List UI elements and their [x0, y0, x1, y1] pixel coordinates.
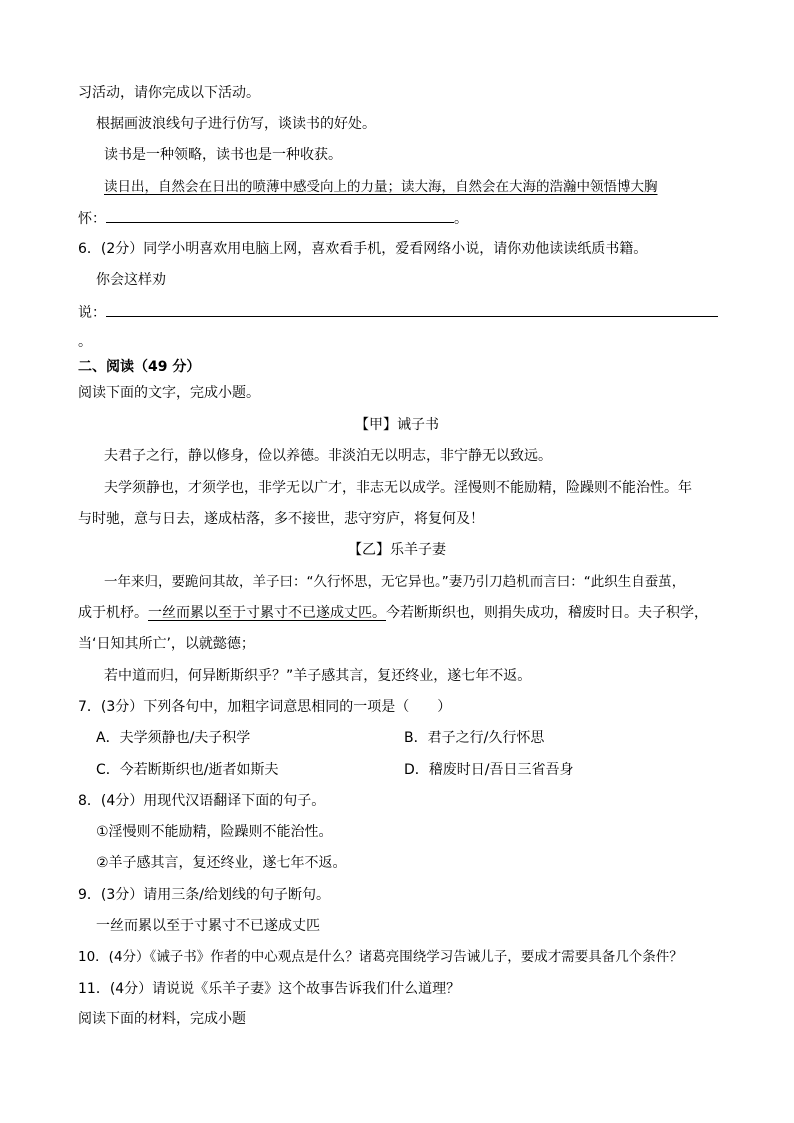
question-6-stem: 6．(2分）同学小明喜欢用电脑上网，喜欢看手机，爱看网络小说，请你劝他读读纸质书籍。 — [78, 241, 648, 257]
question-11-stem: 11．(4分）请说说《乐羊子妻》这个故事告诉我们什么道理？ — [78, 981, 461, 997]
question-7-stem: 7．(3分）下列各句中，加粗字词意思相同的一项是（ ） — [78, 699, 452, 715]
question-8-stem: 8．(4分）用现代汉语翻译下面的句子。 — [78, 793, 326, 809]
answer-prefix: 怀： — [78, 211, 106, 227]
question-6-intro: 你会这样劝 — [96, 272, 166, 288]
option-c[interactable]: C．今若断斯织也/逝者如斯夫 — [96, 762, 279, 778]
underlined-sentence: 一丝而累以至于寸累寸不已遂成丈匹。 — [148, 605, 386, 621]
answer-suffix: 。 — [454, 211, 468, 227]
answer-line-5 — [78, 208, 468, 228]
model-sentence: 读日出，自然会在日出的喷薄中感受向上的力量；读大海，自然会在大海的浩瀚中领悟博大胸 — [104, 179, 658, 195]
writing-prompt: 根据画波浪线句子进行仿写，谈读书的好处。 — [96, 116, 376, 132]
passage-jia-title: 【甲】诫子书 — [355, 417, 439, 433]
text-span: 今若断斯织也，则捐失成功，稽废时日。夫子积学， — [386, 605, 708, 621]
option-b[interactable]: B．君子之行/久行怀思 — [404, 730, 545, 746]
text-line: 习活动，请你完成以下活动。 — [78, 85, 260, 101]
passage-yi-p1b — [78, 604, 708, 622]
answer-blank[interactable] — [106, 208, 454, 223]
passage-jia-p1: 夫君子之行，静以修身，俭以养德。非淡泊无以明志，非宁静无以致远。 — [104, 448, 552, 464]
section-heading: 二、阅读（49 分） — [78, 359, 201, 375]
example-sentence: 读书是一种领略，读书也是一种收获。 — [104, 147, 342, 163]
option-a[interactable]: A．夫学须静也/夫子积学 — [96, 730, 251, 746]
question-8-sentence-1: ①淫慢则不能励精，险躁则不能治性。 — [96, 824, 333, 840]
passage-jia-p2a: 夫学须静也，才须学也，非学无以广才，非志无以成学。淫慢则不能励精，险躁则不能治性。年 — [104, 480, 692, 496]
option-d[interactable]: D．稽废时日/吾日三省吾身 — [404, 762, 574, 778]
passage-yi-p1a: 一年来归，要跪问其故，羊子曰：“久行怀思，无它异也。”妻乃引刀趋机而言曰：“此织生自蚕茧， — [104, 574, 686, 590]
passage-jia-p2b: 与时驰，意与日去，遂成枯落，多不接世，悲守穷庐，将复何及！ — [78, 511, 484, 527]
passage-yi-p1c: 当‘日知其所亡’，以就懿德； — [78, 636, 255, 652]
footer-instruction: 阅读下面的材料，完成小题 — [78, 1011, 246, 1027]
question-8-sentence-2: ②羊子感其言，复还终业，遂七年不返。 — [96, 855, 347, 871]
passage-yi-p2: 若中道而归，何异断斯织乎？”羊子感其言，复还终业，遂七年不返。 — [104, 668, 532, 684]
text-span: 成于机杼。 — [78, 605, 148, 621]
question-9-sentence: 一丝而累以至于寸累寸不已遂成丈匹 — [96, 918, 320, 934]
question-9-stem: 9．(3分）请用三条/给划线的句子断句。 — [78, 887, 330, 903]
question-6-answer-line — [78, 302, 718, 322]
answer-prefix: 说： — [78, 305, 106, 321]
question-10-stem: 10．(4分）《诫子书》作者的中心观点是什么？诸葛亮围绕学习告诫儿子，要成才需要具备几个条件？ — [78, 949, 683, 965]
answer-blank[interactable] — [106, 302, 718, 317]
passage-yi-title: 【乙】乐羊子妻 — [348, 542, 446, 558]
section-instruction: 阅读下面的文字，完成小题。 — [78, 385, 260, 401]
question-6-end: 。 — [78, 334, 92, 350]
